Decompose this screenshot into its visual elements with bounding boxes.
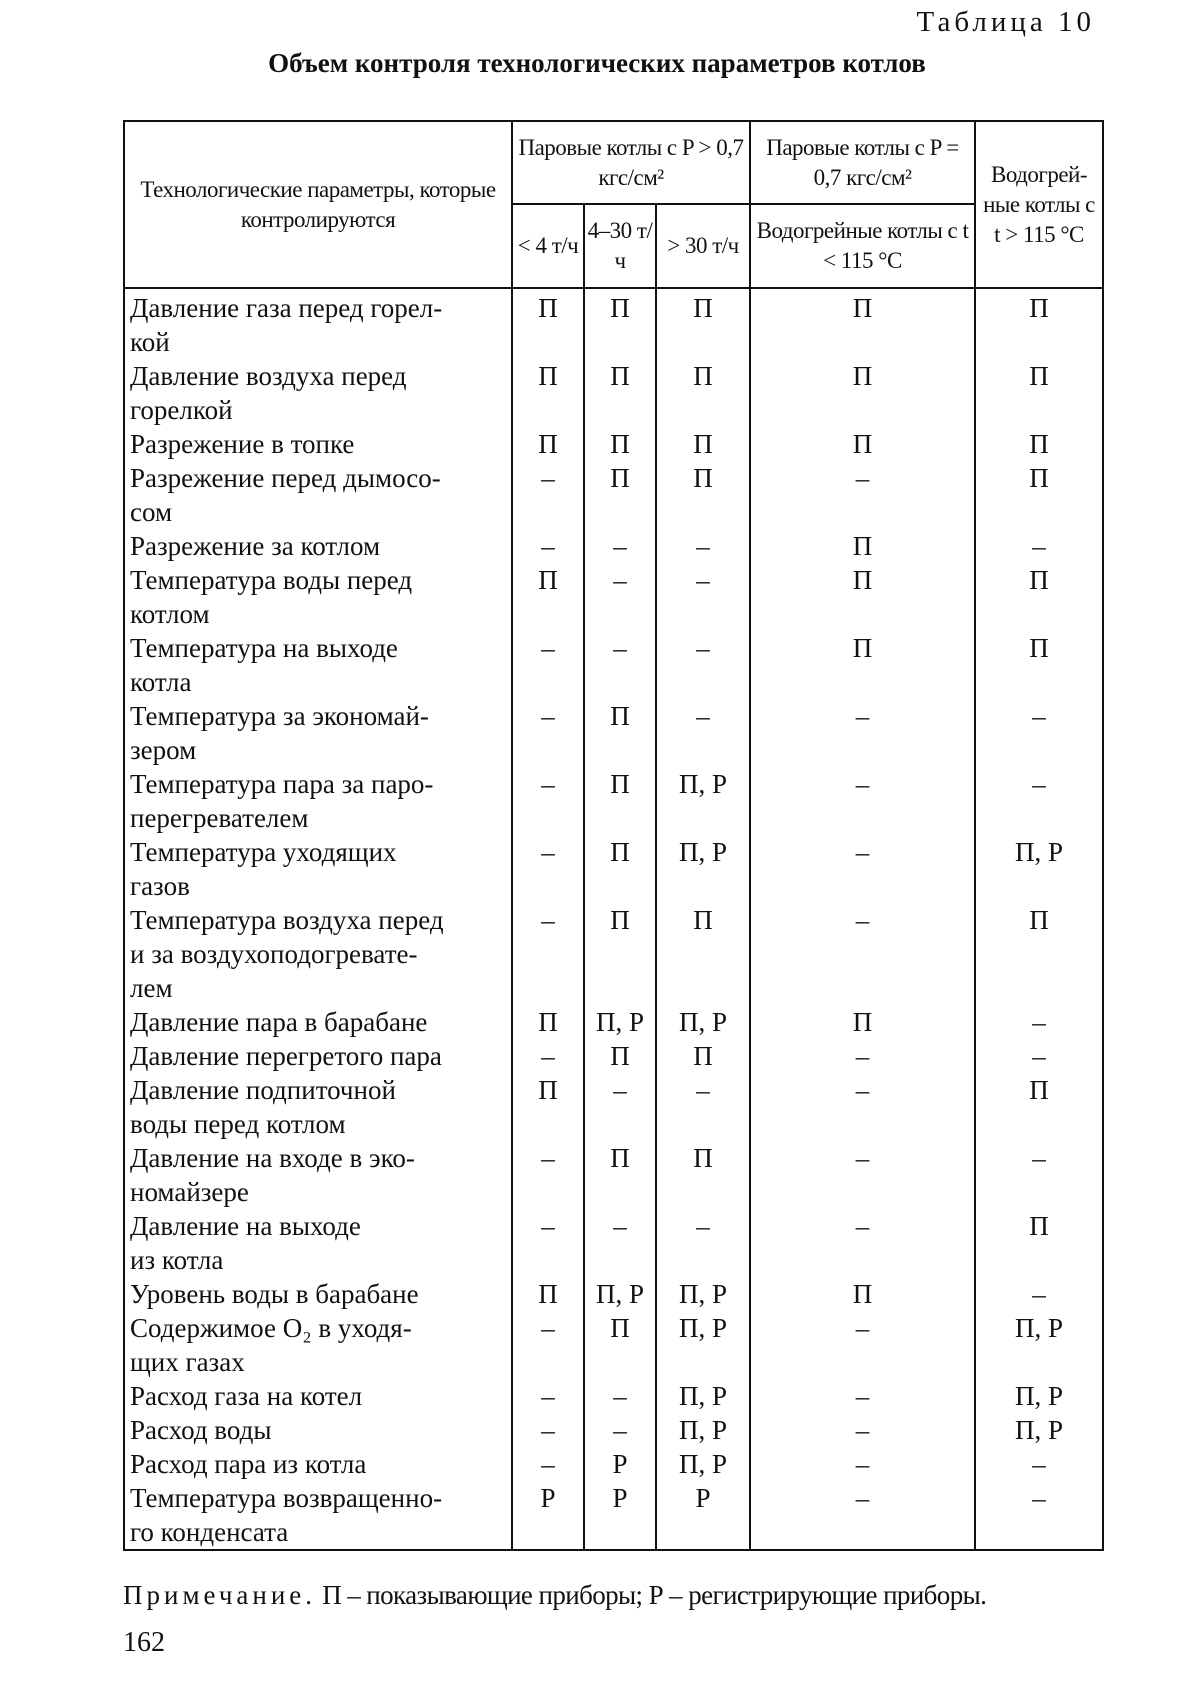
- value-cell: –: [975, 529, 1103, 563]
- parameter-line: Давление на выходе: [130, 1211, 361, 1241]
- value-cell: П: [656, 427, 750, 461]
- value-cell: П, Р: [975, 1413, 1103, 1447]
- value-cell: П: [975, 359, 1103, 427]
- value-cell: П: [975, 427, 1103, 461]
- value-cell: П: [750, 631, 975, 699]
- value-cell: –: [512, 767, 584, 835]
- table-header: [124, 121, 1103, 288]
- table-row: [124, 1311, 1103, 1379]
- parameter-cell: [124, 1481, 512, 1550]
- value-cell: –: [512, 1379, 584, 1413]
- table-row: [124, 903, 1103, 1005]
- parameter-cell: [124, 1005, 512, 1039]
- table-row: [124, 631, 1103, 699]
- value-cell: –: [750, 835, 975, 903]
- value-cell: –: [656, 563, 750, 631]
- value-cell: П, Р: [656, 1413, 750, 1447]
- table-note: [123, 1580, 986, 1611]
- value-cell: П: [750, 1005, 975, 1039]
- value-cell: П: [750, 529, 975, 563]
- header-sub-hotwater-low: Водогрейные котлы с t < 115 °C: [750, 204, 975, 288]
- value-cell: П: [584, 359, 656, 427]
- header-sub-4-30: 4–30 т/ч: [584, 204, 656, 288]
- value-cell: –: [975, 1005, 1103, 1039]
- value-cell: П: [656, 1141, 750, 1209]
- parameter-line: Температура пара за паро-: [130, 769, 434, 799]
- value-cell: –: [656, 1073, 750, 1141]
- table-caption: Таблица 10: [916, 6, 1095, 38]
- value-cell: П, Р: [656, 767, 750, 835]
- value-cell: –: [975, 1481, 1103, 1550]
- value-cell: –: [512, 1039, 584, 1073]
- value-cell: –: [750, 1073, 975, 1141]
- value-cell: П: [584, 1141, 656, 1209]
- parameter-line: Температура воды перед: [130, 565, 413, 595]
- parameter-cell: [124, 288, 512, 359]
- value-cell: –: [584, 1379, 656, 1413]
- value-cell: П, Р: [656, 835, 750, 903]
- value-cell: П: [750, 359, 975, 427]
- table-row: [124, 1141, 1103, 1209]
- parameter-cell: [124, 1447, 512, 1481]
- value-cell: Р: [512, 1481, 584, 1550]
- parameter-line: кой: [130, 327, 170, 357]
- value-cell: –: [584, 1209, 656, 1277]
- value-cell: П: [584, 835, 656, 903]
- parameter-line: зером: [130, 735, 197, 765]
- table-row: [124, 699, 1103, 767]
- value-cell: П: [512, 427, 584, 461]
- parameter-line: номайзере: [130, 1177, 249, 1207]
- value-cell: П, Р: [584, 1005, 656, 1039]
- value-cell: П, Р: [975, 1311, 1103, 1379]
- value-cell: П: [656, 1039, 750, 1073]
- value-cell: –: [975, 1039, 1103, 1073]
- table-row: [124, 1039, 1103, 1073]
- value-cell: –: [750, 461, 975, 529]
- value-cell: –: [512, 835, 584, 903]
- value-cell: П: [975, 631, 1103, 699]
- parameter-line: Содержимое O₂ в уходя-: [130, 1313, 412, 1343]
- value-cell: П: [584, 461, 656, 529]
- parameter-cell: [124, 1311, 512, 1379]
- parameter-line: Давление газа перед горел-: [130, 293, 443, 323]
- value-cell: П: [584, 1311, 656, 1379]
- value-cell: П, Р: [656, 1277, 750, 1311]
- value-cell: П: [584, 1039, 656, 1073]
- value-cell: П, Р: [975, 1379, 1103, 1413]
- value-cell: П: [750, 427, 975, 461]
- value-cell: П: [584, 427, 656, 461]
- parameter-line: сом: [130, 497, 173, 527]
- parameter-line: перегревателем: [130, 803, 309, 833]
- parameter-line: Давление пара в барабане: [130, 1007, 428, 1037]
- value-cell: –: [512, 631, 584, 699]
- table-row: [124, 1481, 1103, 1550]
- value-cell: –: [512, 1413, 584, 1447]
- value-cell: П, Р: [656, 1311, 750, 1379]
- value-cell: П: [750, 563, 975, 631]
- value-cell: П: [512, 1277, 584, 1311]
- value-cell: –: [656, 529, 750, 563]
- value-cell: –: [750, 699, 975, 767]
- header-sub-gt30: > 30 т/ч: [656, 204, 750, 288]
- parameter-cell: [124, 427, 512, 461]
- parameter-line: лем: [130, 973, 173, 1003]
- value-cell: П: [975, 1073, 1103, 1141]
- parameter-line: воды перед котлом: [130, 1109, 346, 1139]
- value-cell: –: [512, 1209, 584, 1277]
- value-cell: П: [656, 461, 750, 529]
- value-cell: –: [975, 1277, 1103, 1311]
- value-cell: –: [750, 1379, 975, 1413]
- value-cell: П, Р: [656, 1005, 750, 1039]
- table-row: [124, 835, 1103, 903]
- value-cell: –: [750, 903, 975, 1005]
- value-cell: Р: [584, 1481, 656, 1550]
- value-cell: П: [512, 359, 584, 427]
- value-cell: –: [656, 699, 750, 767]
- table-body: [124, 288, 1103, 1550]
- value-cell: –: [512, 1141, 584, 1209]
- parameter-line: Расход пара из котла: [130, 1449, 367, 1479]
- value-cell: –: [750, 1039, 975, 1073]
- value-cell: –: [656, 631, 750, 699]
- value-cell: П: [656, 359, 750, 427]
- parameter-line: котла: [130, 667, 192, 697]
- table-row: [124, 1209, 1103, 1277]
- value-cell: –: [512, 461, 584, 529]
- value-cell: П, Р: [656, 1379, 750, 1413]
- value-cell: П: [656, 903, 750, 1005]
- value-cell: П: [975, 563, 1103, 631]
- parameter-cell: [124, 1413, 512, 1447]
- table-row: [124, 563, 1103, 631]
- parameter-cell: [124, 1277, 512, 1311]
- parameter-line: го конденсата: [130, 1517, 289, 1547]
- parameter-line: Разрежение за котлом: [130, 531, 381, 561]
- parameter-cell: [124, 1379, 512, 1413]
- parameter-cell: [124, 767, 512, 835]
- value-cell: –: [512, 903, 584, 1005]
- value-cell: П, Р: [975, 835, 1103, 903]
- value-cell: –: [975, 767, 1103, 835]
- parameter-line: горелкой: [130, 395, 233, 425]
- parameter-line: Температура за экономай-: [130, 701, 429, 731]
- table-row: [124, 1447, 1103, 1481]
- table-row: [124, 1005, 1103, 1039]
- parameter-cell: [124, 461, 512, 529]
- parameter-cell: [124, 1073, 512, 1141]
- value-cell: П: [975, 1209, 1103, 1277]
- table-row: [124, 427, 1103, 461]
- value-cell: П: [975, 903, 1103, 1005]
- value-cell: –: [750, 1209, 975, 1277]
- note-text: П – показывающие приборы; Р – регистрирующие приборы.: [316, 1580, 987, 1610]
- table-row: [124, 1379, 1103, 1413]
- parameter-line: Разрежение перед дымосо-: [130, 463, 441, 493]
- value-cell: –: [512, 1447, 584, 1481]
- value-cell: П: [975, 461, 1103, 529]
- parameter-line: Расход воды: [130, 1415, 272, 1445]
- parameter-line: Температура воздуха перед: [130, 905, 444, 935]
- parameter-line: котлом: [130, 599, 210, 629]
- parameter-cell: [124, 1209, 512, 1277]
- parameter-line: Расход газа на котел: [130, 1381, 363, 1411]
- table-row: [124, 1413, 1103, 1447]
- table-row: [124, 461, 1103, 529]
- table-row: [124, 288, 1103, 359]
- value-cell: П, Р: [656, 1447, 750, 1481]
- parameter-cell: [124, 631, 512, 699]
- parameter-cell: [124, 699, 512, 767]
- parameter-line: Давление подпиточной: [130, 1075, 396, 1105]
- parameter-line: щих газах: [130, 1347, 245, 1377]
- parameter-cell: [124, 529, 512, 563]
- value-cell: П: [584, 903, 656, 1005]
- value-cell: П: [512, 288, 584, 359]
- value-cell: П: [512, 1005, 584, 1039]
- value-cell: П: [750, 288, 975, 359]
- value-cell: –: [584, 631, 656, 699]
- parameter-cell: [124, 903, 512, 1005]
- parameter-line: Уровень воды в барабане: [130, 1279, 419, 1309]
- parameter-line: Разрежение в топке: [130, 429, 355, 459]
- value-cell: –: [750, 1481, 975, 1550]
- header-param: Технологические параметры, которые контролируются: [124, 121, 512, 288]
- value-cell: П, Р: [584, 1277, 656, 1311]
- table-row: [124, 529, 1103, 563]
- value-cell: –: [512, 529, 584, 563]
- header-sub-lt4: < 4 т/ч: [512, 204, 584, 288]
- page-number: 162: [123, 1627, 165, 1658]
- value-cell: П: [975, 288, 1103, 359]
- parameter-line: из котла: [130, 1245, 224, 1275]
- parameter-line: Давление воздуха перед: [130, 361, 407, 391]
- parameter-line: Давление на входе в эко-: [130, 1143, 415, 1173]
- value-cell: –: [750, 1141, 975, 1209]
- value-cell: –: [975, 699, 1103, 767]
- value-cell: Р: [656, 1481, 750, 1550]
- value-cell: П: [584, 699, 656, 767]
- parameter-line: и за воздухоподогревате-: [130, 939, 418, 969]
- value-cell: П: [584, 767, 656, 835]
- parameter-cell: [124, 835, 512, 903]
- value-cell: –: [512, 699, 584, 767]
- parameter-line: газов: [130, 871, 190, 901]
- value-cell: П: [512, 1073, 584, 1141]
- header-group-steam-low: Паровые котлы с P = 0,7 кгс/см²: [750, 121, 975, 204]
- parameters-table: [123, 120, 1104, 1551]
- value-cell: Р: [584, 1447, 656, 1481]
- value-cell: –: [750, 1447, 975, 1481]
- header-group-steam-high: Паровые котлы с P > 0,7 кгс/см²: [512, 121, 750, 204]
- value-cell: –: [584, 1073, 656, 1141]
- value-cell: –: [750, 1413, 975, 1447]
- note-label: Примечание.: [123, 1580, 317, 1610]
- value-cell: П: [750, 1277, 975, 1311]
- value-cell: –: [750, 1311, 975, 1379]
- value-cell: П: [512, 563, 584, 631]
- parameter-cell: [124, 1039, 512, 1073]
- value-cell: –: [750, 767, 975, 835]
- parameter-cell: [124, 359, 512, 427]
- table-row: [124, 767, 1103, 835]
- parameter-line: Температура уходящих: [130, 837, 397, 867]
- parameter-line: Давление перегретого пара: [130, 1041, 442, 1071]
- parameter-line: Температура возвращенно-: [130, 1483, 443, 1513]
- table-title: Объем контроля технологических параметров котлов: [268, 48, 926, 78]
- parameter-line: Температура на выходе: [130, 633, 398, 663]
- value-cell: –: [584, 1413, 656, 1447]
- value-cell: П: [584, 288, 656, 359]
- value-cell: –: [584, 529, 656, 563]
- value-cell: –: [656, 1209, 750, 1277]
- table-row: [124, 359, 1103, 427]
- header-group-hotwater: Водогрей-ные котлы с t > 115 °C: [975, 121, 1103, 288]
- parameter-cell: [124, 1141, 512, 1209]
- table-row: [124, 1277, 1103, 1311]
- value-cell: П: [656, 288, 750, 359]
- parameter-cell: [124, 563, 512, 631]
- value-cell: –: [584, 563, 656, 631]
- value-cell: –: [975, 1141, 1103, 1209]
- value-cell: –: [975, 1447, 1103, 1481]
- value-cell: –: [512, 1311, 584, 1379]
- table-row: [124, 1073, 1103, 1141]
